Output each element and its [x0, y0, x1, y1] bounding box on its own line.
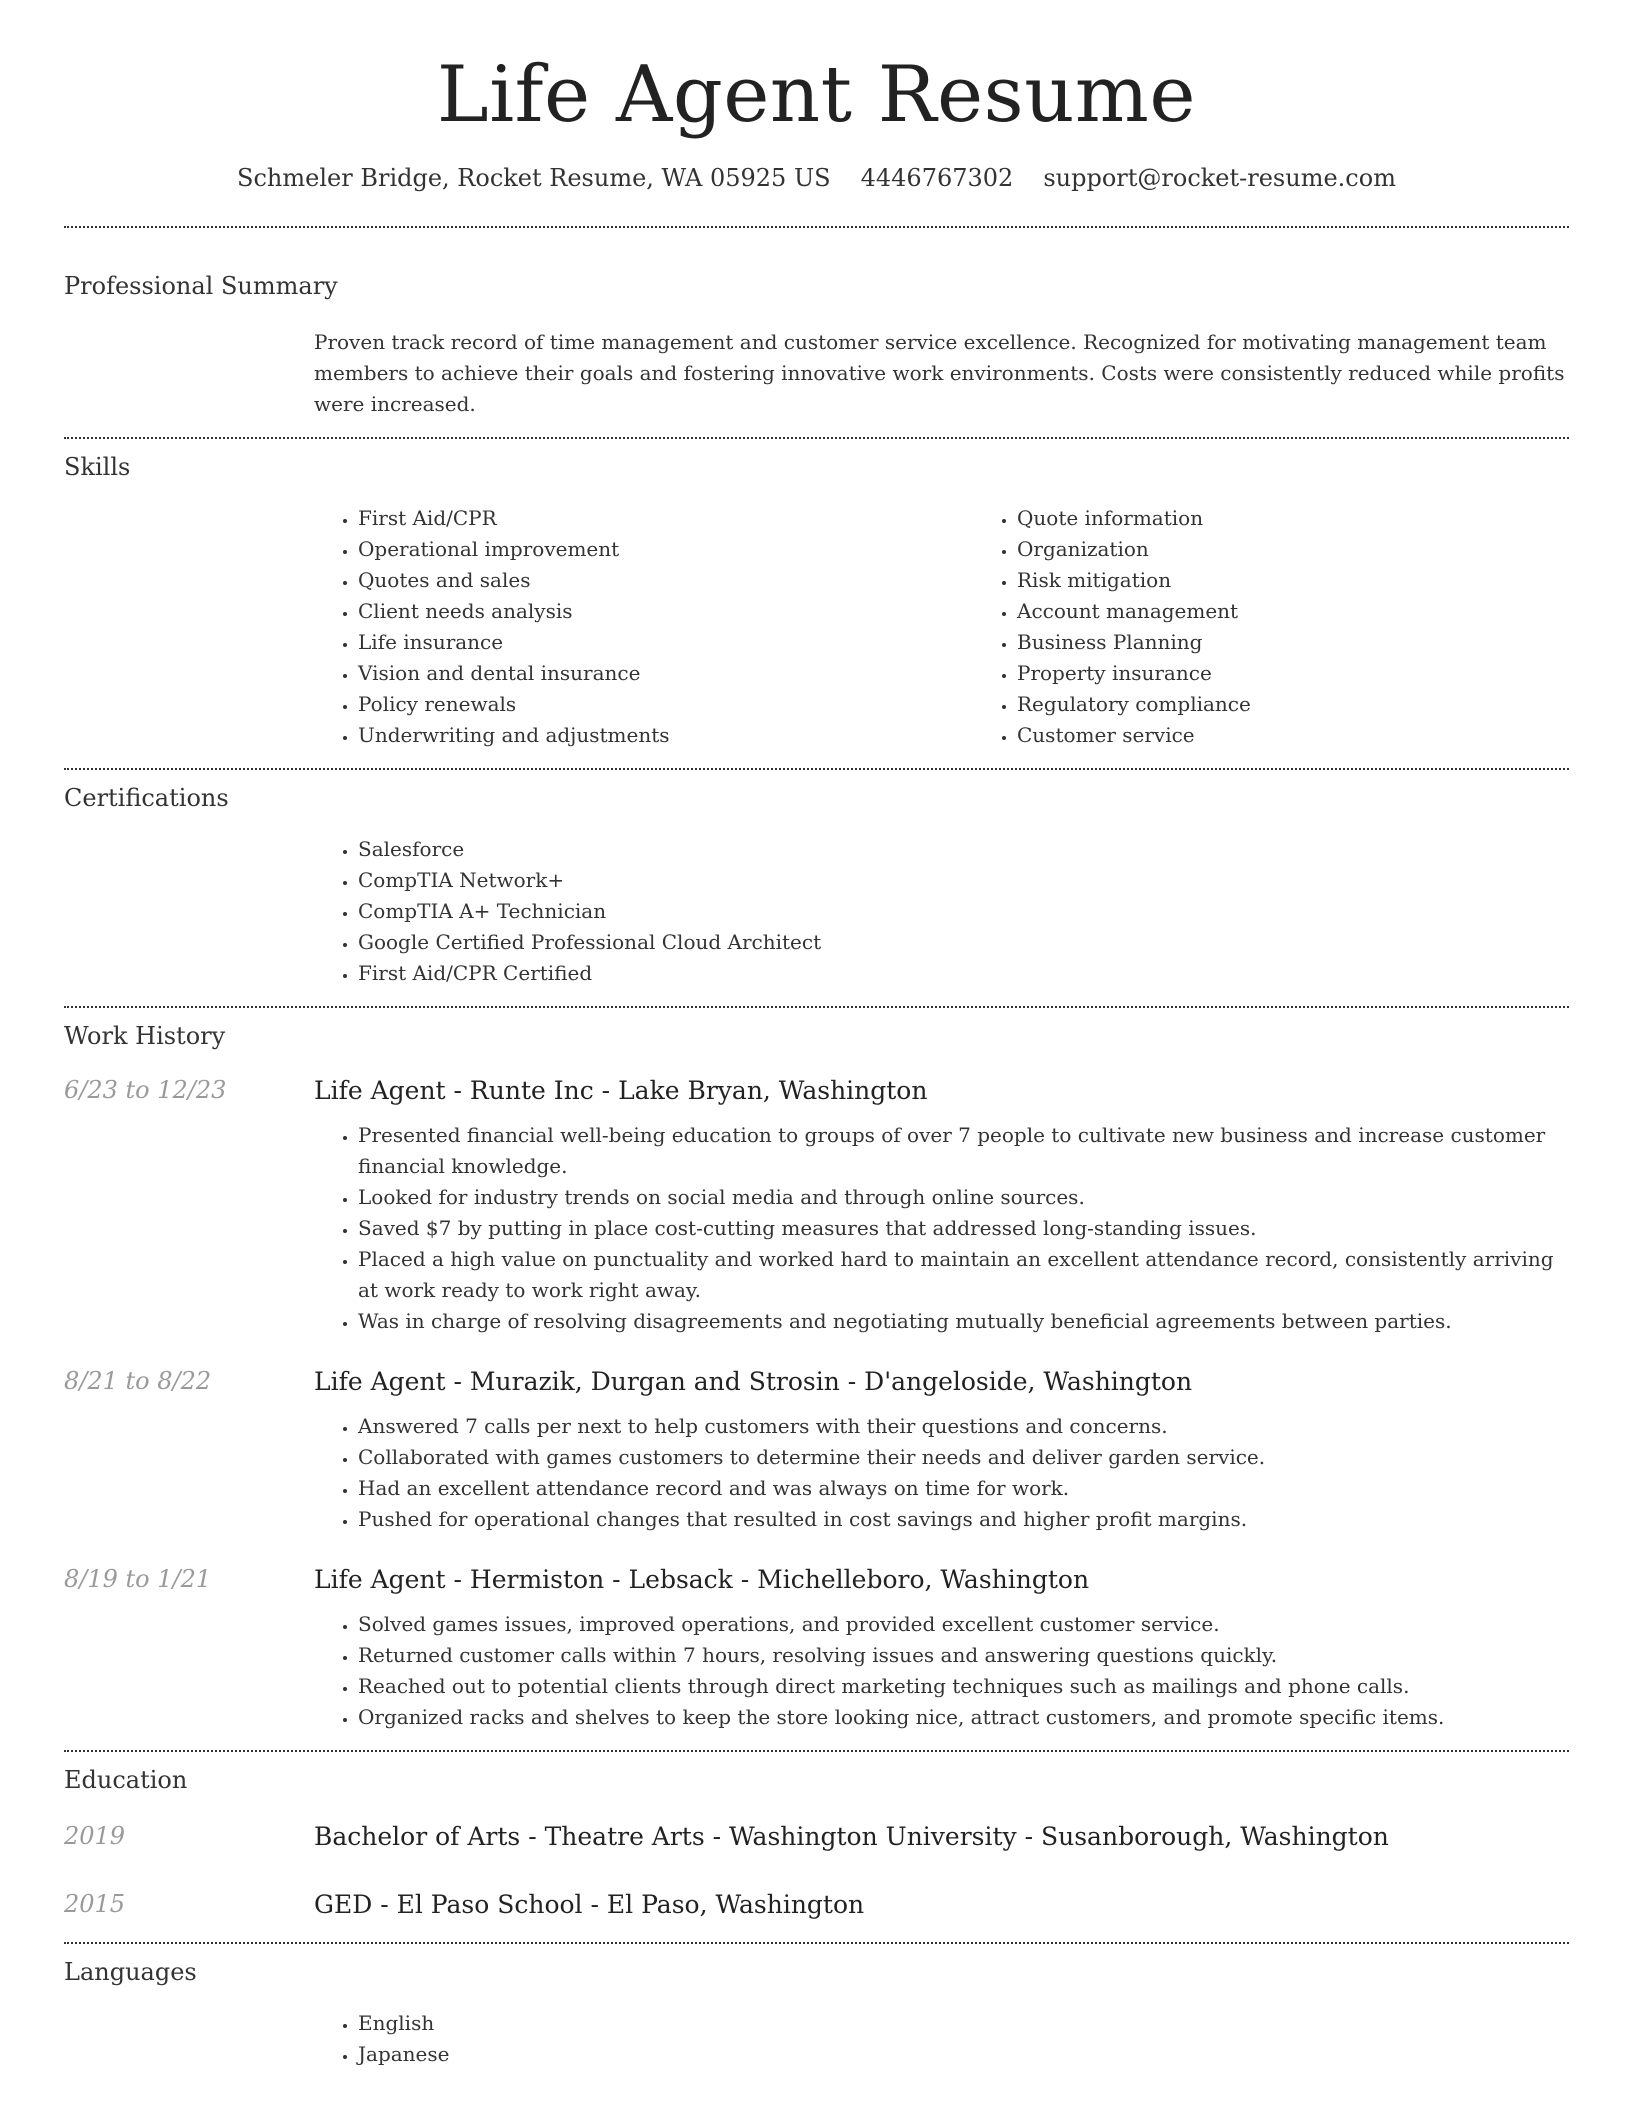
certifications-row — [64, 834, 1569, 989]
skills-list-2 — [973, 503, 1632, 751]
skill-item: • Quotes and sales — [358, 565, 973, 596]
skill-item: • Business Planning — [1017, 627, 1632, 658]
section-divider — [64, 1006, 1569, 1008]
job-bullet: • Answered 7 calls per next to help customers with their questions and concerns. — [358, 1411, 1569, 1442]
job-bullet: • Collaborated with games customers to determine their needs and deliver garden service. — [358, 1442, 1569, 1473]
job-bullet: • Presented financial well-being education to groups of over 7 people to cultivate new business and increase customer financial knowledge. — [358, 1120, 1569, 1182]
languages-heading: Languages — [64, 1958, 197, 1986]
language-item: • English — [358, 2008, 1569, 2039]
skills-columns — [314, 503, 1632, 751]
job-bullet: • Was in charge of resolving disagreements and negotiating mutually beneficial agreements between parties. — [358, 1306, 1569, 1337]
certification-item: • CompTIA Network+ — [358, 865, 1569, 896]
contact-line — [64, 166, 1569, 190]
skill-item: • Operational improvement — [358, 534, 973, 565]
languages-row — [64, 2008, 1569, 2070]
work-heading: Work History — [64, 1022, 226, 1050]
contact-email: support@rocket-resume.com — [1043, 164, 1396, 192]
skill-item: • Life insurance — [358, 627, 973, 658]
skill-item: • Property insurance — [1017, 658, 1632, 689]
job-title: Life Agent - Murazik, Durgan and Strosin - D'angeloside, Washington — [314, 1367, 1193, 1396]
summary-heading: Professional Summary — [64, 272, 338, 300]
summary-text: Proven track record of time management and customer service excellence. Recognized for motivating management team members to achieve their goals and fostering innovative work environments. Costs were consistently reduced while profits were increased. — [314, 330, 1565, 416]
skill-item: • Policy renewals — [358, 689, 973, 720]
section-divider — [64, 226, 1569, 228]
skill-item: • Customer service — [1017, 720, 1632, 751]
section-divider — [64, 437, 1569, 439]
skill-item: • Regulatory compliance — [1017, 689, 1632, 720]
skills-list-1 — [314, 503, 973, 751]
resume-page — [64, 0, 1569, 2070]
job-title: Life Agent - Hermiston - Lebsack - Michelleboro, Washington — [314, 1565, 1090, 1594]
skill-item: • First Aid/CPR — [358, 503, 973, 534]
job-title: Life Agent - Runte Inc - Lake Bryan, Washington — [314, 1076, 928, 1105]
job-dates: 6/23 to 12/23 — [64, 1076, 227, 1104]
education-year: 2019 — [64, 1822, 126, 1850]
education-title: Bachelor of Arts - Theatre Arts - Washington University - Susanborough, Washington — [314, 1822, 1389, 1851]
skill-item: • Underwriting and adjustments — [358, 720, 973, 751]
education-heading: Education — [64, 1766, 188, 1794]
education-title: GED - El Paso School - El Paso, Washington — [314, 1890, 865, 1919]
skills-row — [64, 503, 1569, 751]
job-bullets — [314, 1120, 1569, 1337]
job-dates: 8/21 to 8/22 — [64, 1367, 212, 1395]
certifications-heading: Certifications — [64, 784, 229, 812]
job-bullet: • Solved games issues, improved operations, and provided excellent customer service. — [358, 1609, 1569, 1640]
job-bullets — [314, 1411, 1569, 1535]
job-entry — [64, 1367, 1569, 1535]
job-bullet: • Organized racks and shelves to keep the store looking nice, attract customers, and promote specific items. — [358, 1702, 1569, 1733]
job-bullet: • Reached out to potential clients through direct marketing techniques such as mailings and phone calls. — [358, 1671, 1569, 1702]
job-entry — [64, 1565, 1569, 1733]
job-bullet: • Looked for industry trends on social media and through online sources. — [358, 1182, 1569, 1213]
certification-item: • First Aid/CPR Certified — [358, 958, 1569, 989]
skills-heading: Skills — [64, 453, 131, 481]
job-bullet: • Returned customer calls within 7 hours, resolving issues and answering questions quickly. — [358, 1640, 1569, 1671]
job-bullet: • Had an excellent attendance record and was always on time for work. — [358, 1473, 1569, 1504]
education-entry — [64, 1822, 1569, 1852]
job-entry — [64, 1076, 1569, 1337]
contact-address: Schmeler Bridge, Rocket Resume, WA 05925 US — [237, 164, 831, 192]
certification-item: • Salesforce — [358, 834, 1569, 865]
education-entry — [64, 1890, 1569, 1920]
summary-row — [64, 327, 1569, 420]
skill-item: • Organization — [1017, 534, 1632, 565]
languages-list — [314, 2008, 1569, 2070]
skill-item: • Quote information — [1017, 503, 1632, 534]
resume-title: Life Agent Resume — [436, 50, 1197, 140]
section-divider — [64, 1750, 1569, 1752]
job-bullets — [314, 1609, 1569, 1733]
skill-item: • Vision and dental insurance — [358, 658, 973, 689]
job-dates: 8/19 to 1/21 — [64, 1565, 212, 1593]
job-bullet: • Pushed for operational changes that resulted in cost savings and higher profit margins. — [358, 1504, 1569, 1535]
education-year: 2015 — [64, 1890, 126, 1918]
skill-item: • Client needs analysis — [358, 596, 973, 627]
job-bullet: • Saved $7 by putting in place cost-cutting measures that addressed long-standing issues. — [358, 1213, 1569, 1244]
skill-item: • Risk mitigation — [1017, 565, 1632, 596]
certification-item: • Google Certified Professional Cloud Architect — [358, 927, 1569, 958]
job-bullet: • Placed a high value on punctuality and worked hard to maintain an excellent attendance record, consistently arriving at work ready to work right away. — [358, 1244, 1569, 1306]
section-divider — [64, 1942, 1569, 1944]
section-divider — [64, 768, 1569, 770]
language-item: • Japanese — [358, 2039, 1569, 2070]
certification-item: • CompTIA A+ Technician — [358, 896, 1569, 927]
skill-item: • Account management — [1017, 596, 1632, 627]
contact-phone: 4446767302 — [860, 164, 1014, 192]
certifications-list — [314, 834, 1569, 989]
